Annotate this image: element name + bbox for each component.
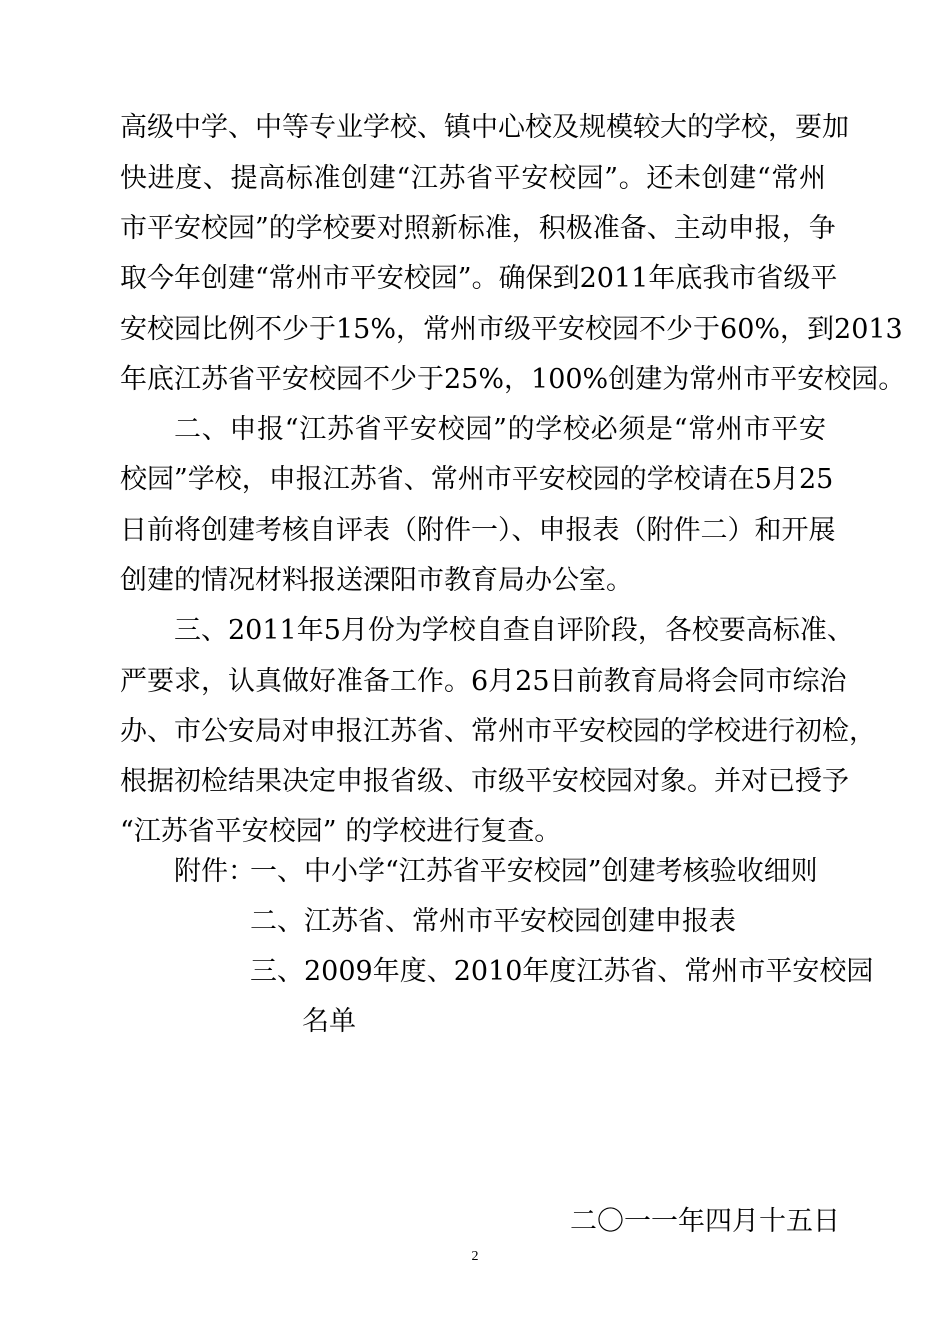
paragraph-line: “江苏省平安校园” 的学校进行复查。: [120, 816, 562, 847]
paragraph-line: 市平安校园”的学校要对照新标准，积极准备、主动申报，争: [120, 213, 836, 244]
paragraph-line: 创建的情况材料报送溧阳市教育局办公室。: [120, 565, 633, 596]
paragraph-line: 年底江苏省平安校园不少于25%，100%创建为常州市平安校园。: [120, 364, 906, 395]
paragraph-line: 办、市公安局对申报江苏省、常州市平安校园的学校进行初检，: [120, 716, 876, 747]
attachment-item: 名单: [302, 1006, 356, 1037]
attachment-item: 一、中小学“江苏省平安校园”创建考核验收细则: [250, 856, 818, 887]
paragraph-line: 三、2011年5月份为学校自查自评阶段，各校要高标准、: [174, 615, 854, 646]
paragraph-line: 快进度、提高标准创建“江苏省平安校园”。还未创建“常州: [120, 163, 826, 194]
attachments-label: 附件：: [174, 856, 255, 887]
paragraph-line: 严要求，认真做好准备工作。6月25日前教育局将会同市综治: [120, 666, 847, 697]
attachment-item: 二、江苏省、常州市平安校园创建申报表: [250, 906, 736, 937]
paragraph-line: 日前将创建考核自评表（附件一）、申报表（附件二）和开展: [120, 515, 836, 546]
paragraph-line: 取今年创建“常州市平安校园”。确保到2011年底我市省级平: [120, 263, 838, 294]
document-date: 二〇一一年四月十五日: [570, 1206, 840, 1237]
paragraph-line: 二、申报“江苏省平安校园”的学校必须是“常州市平安: [174, 414, 826, 445]
paragraph-line: 根据初检结果决定申报省级、市级平安校园对象。并对已授予: [120, 766, 849, 797]
paragraph-line: 高级中学、中等专业学校、镇中心校及规模较大的学校，要加: [120, 112, 849, 143]
attachment-item: 三、2009年度、2010年度江苏省、常州市平安校园: [250, 956, 874, 987]
paragraph-line: 安校园比例不少于15%，常州市级平安校园不少于60%，到2013: [120, 314, 903, 345]
page-number: 2: [471, 1249, 479, 1264]
paragraph-line: 校园”学校，申报江苏省、常州市平安校园的学校请在5月25: [120, 464, 834, 495]
